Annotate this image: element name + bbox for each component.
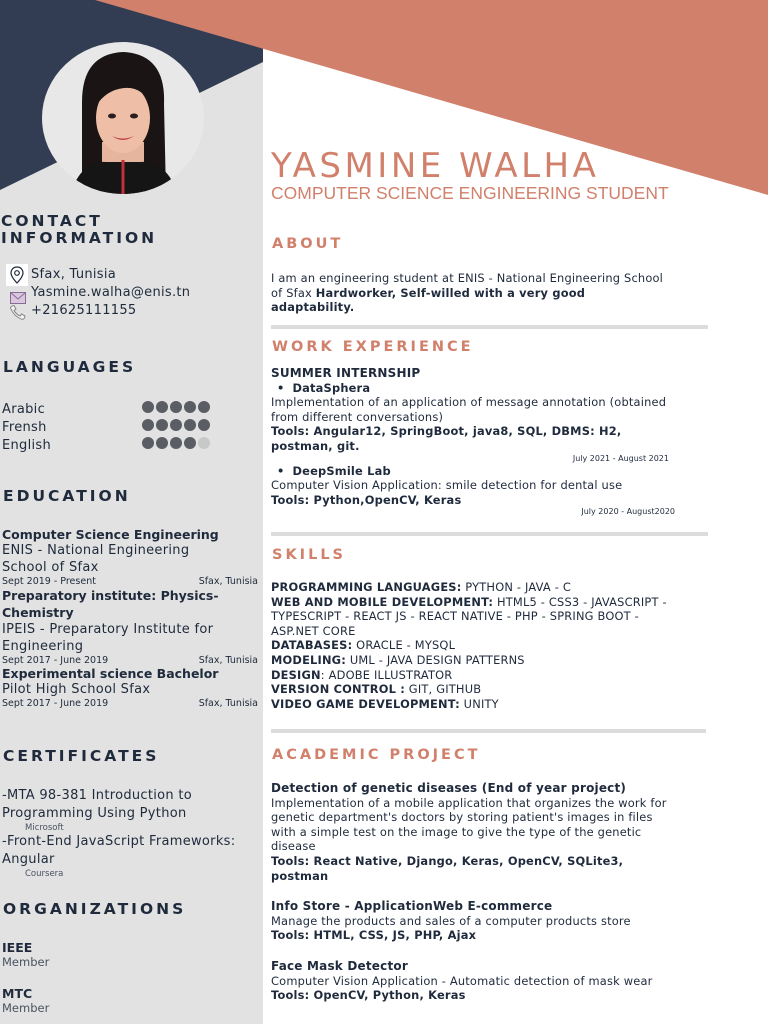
about-bold: Hardworker, Self-willed with a very good adaptability. [271,285,586,315]
about-plain: I am an engineering student at ENIS - National Engineering School of Sfax [271,271,664,300]
skill-label: MODELING: [271,652,346,667]
rating-dot-filled [142,437,154,449]
about-heading: ABOUT [272,236,344,252]
organization-role: Member [2,955,50,969]
work-item [271,464,675,518]
language-name: Arabic [2,402,46,417]
work-dates: July 2021 - August 2021 [572,453,669,463]
certificate-item [2,787,242,833]
skill-line [271,580,681,595]
work-tools: Tools: Angular12, SpringBoot, java8, SQL, DBMS: H2, postman, git. [271,424,622,453]
contact-email[interactable]: Yasmine.walha@enis.tn [31,285,191,300]
language-row [2,416,232,434]
language-name: English [2,438,52,453]
skill-label: DATABASES: [271,638,353,653]
skill-value: UML - JAVA DESIGN PATTERNS [346,652,525,667]
education-item [2,666,258,709]
work-dates: July 2020 - August2020 [581,507,675,517]
languages-list [2,398,232,452]
education-item [2,527,258,587]
skill-label: VIDEO GAME DEVELOPMENT: [271,696,460,711]
location-pin-icon [6,264,28,286]
contact-phone[interactable]: +21625111155 [31,303,137,318]
education-place: Sfax, Tunisia [198,698,258,709]
projects-heading: ACADEMIC PROJECT [272,747,481,763]
certificate-name: -Front-End JavaScript Frameworks: Angular [2,834,236,867]
organization-item [2,986,49,1015]
skill-label: PROGRAMMING LANGUAGES: [271,580,462,594]
work-description: Implementation of an application of message annotation (obtained from different conversations) [271,395,667,424]
certificate-issuer: Coursera [25,869,64,879]
rating-dot-filled [184,401,196,413]
rating-dot-filled [170,437,182,449]
skill-value: HTML5 - CSS3 - JAVASCRIPT - TYPESCRIPT - REACT JS - REACT NATIVE - PHP - SPRING BOOT - ASP.NET CORE [271,594,667,638]
skill-value: UNITY [459,696,499,711]
work-company: • DataSphera [271,381,675,396]
organizations-list [2,940,49,1015]
education-place: Sfax, Tunisia [198,576,258,587]
phone-icon [9,305,27,321]
project-name: Face Mask Detector [271,958,408,973]
organizations-heading: ORGANIZATIONS [3,900,187,918]
section-divider [271,532,708,536]
skill-line [271,638,681,653]
project-tools: Tools: OpenCV, Python, Keras [271,988,466,1003]
rating-dot-filled [156,437,168,449]
certificates-list [2,787,242,879]
language-row [2,434,232,452]
skill-label: DESIGN [271,667,321,682]
skill-value: PYTHON - JAVA - C [461,580,572,594]
skill-line [271,668,681,683]
education-degree: Computer Science Engineering [2,527,219,542]
certificates-heading: CERTIFICATES [3,747,160,765]
envelope-icon [10,289,26,301]
certificate-issuer: Microsoft [25,823,64,833]
candidate-name: YASMINE WALHA [271,146,600,186]
section-divider [271,729,706,733]
work-subtitle: SUMMER INTERNSHIP [271,366,421,380]
education-place: Sfax, Tunisia [198,655,258,666]
rating-dot-filled [184,419,196,431]
about-text [271,271,671,315]
education-dates: Sept 2019 - Present [2,576,96,587]
project-tools: Tools: React Native, Django, Keras, OpenCV, SQLite3, postman [271,853,624,883]
rating-dot-filled [142,419,154,431]
work-heading: WORK EXPERIENCE [272,339,474,355]
skills-heading: SKILLS [272,547,346,563]
education-heading: EDUCATION [3,487,131,505]
education-list [2,527,258,709]
organization-role: Member [2,1001,50,1015]
candidate-role: COMPUTER SCIENCE ENGINEERING STUDENT [271,183,669,203]
contact-heading: CONTACT INFORMATION [1,212,158,247]
organization-name: IEEE [2,940,33,955]
language-rating [142,416,212,435]
skill-label: VERSION CONTROL : [271,682,405,697]
contact-location: Sfax, Tunisia [31,267,117,282]
education-dates: Sept 2017 - June 2019 [2,698,109,709]
education-school: IPEIS - Preparatory Institute for Engineering [2,622,214,654]
section-divider [271,325,708,329]
education-degree: Experimental science Bachelor [2,666,219,681]
rating-dot-filled [184,437,196,449]
work-item [271,381,675,464]
project-item [271,899,669,943]
rating-dot-filled [198,419,210,431]
education-school: Pilot High School Sfax [2,682,151,697]
project-item [271,781,669,883]
rating-dot-filled [198,401,210,413]
education-degree: Preparatory institute: Physics-Chemistry [2,588,219,620]
education-item [2,587,258,666]
language-rating [142,398,212,417]
skill-line [271,653,681,668]
rating-dot-filled [170,419,182,431]
project-name: Detection of genetic diseases (End of year project) [271,781,627,795]
organization-name: MTC [2,986,33,1001]
work-company: • DeepSmile Lab [271,464,675,479]
project-description: Manage the products and sales of a computer products store [271,913,631,928]
skill-value: : ADOBE ILLUSTRATOR [320,667,453,682]
projects-list [271,781,669,1003]
skill-value: ORACLE - MYSQL [352,638,456,653]
profile-photo [42,42,204,194]
language-row [2,398,232,416]
project-item [271,959,669,1003]
project-name: Info Store - ApplicationWeb E-commerce [271,899,553,914]
education-school: ENIS - National Engineering School of Sfax [2,543,190,575]
certificate-name: -MTA 98-381 Introduction to Programming Using Python [2,788,193,821]
language-rating [142,434,212,453]
skill-line [271,682,681,697]
rating-dot-filled [156,401,168,413]
skills-list [271,580,681,711]
organization-item [2,940,49,969]
work-section [271,366,675,517]
skill-line [271,697,681,712]
skill-label: WEB AND MOBILE DEVELOPMENT: [271,594,494,609]
project-description: Computer Vision Application - Automatic detection of mask wear [271,973,653,988]
skill-value: GIT, GITHUB [404,682,482,697]
certificate-item [2,833,242,879]
skill-line [271,595,681,639]
rating-dot-filled [142,401,154,413]
rating-dot-filled [170,401,182,413]
work-description: Computer Vision Application: smile detection for dental use [271,478,623,493]
work-tools: Tools: Python,OpenCV, Keras [271,492,462,507]
rating-dot-empty [198,437,210,449]
rating-dot-filled [156,419,168,431]
project-description: Implementation of a mobile application that organizes the work for genetic department's doctors by storing patient's images in files with a simple test on the image to give the type of the genetic disease [271,795,667,854]
education-dates: Sept 2017 - June 2019 [2,655,109,666]
language-name: Frensh [2,420,47,435]
project-tools: Tools: HTML, CSS, JS, PHP, Ajax [271,928,477,943]
languages-heading: LANGUAGES [3,358,137,376]
